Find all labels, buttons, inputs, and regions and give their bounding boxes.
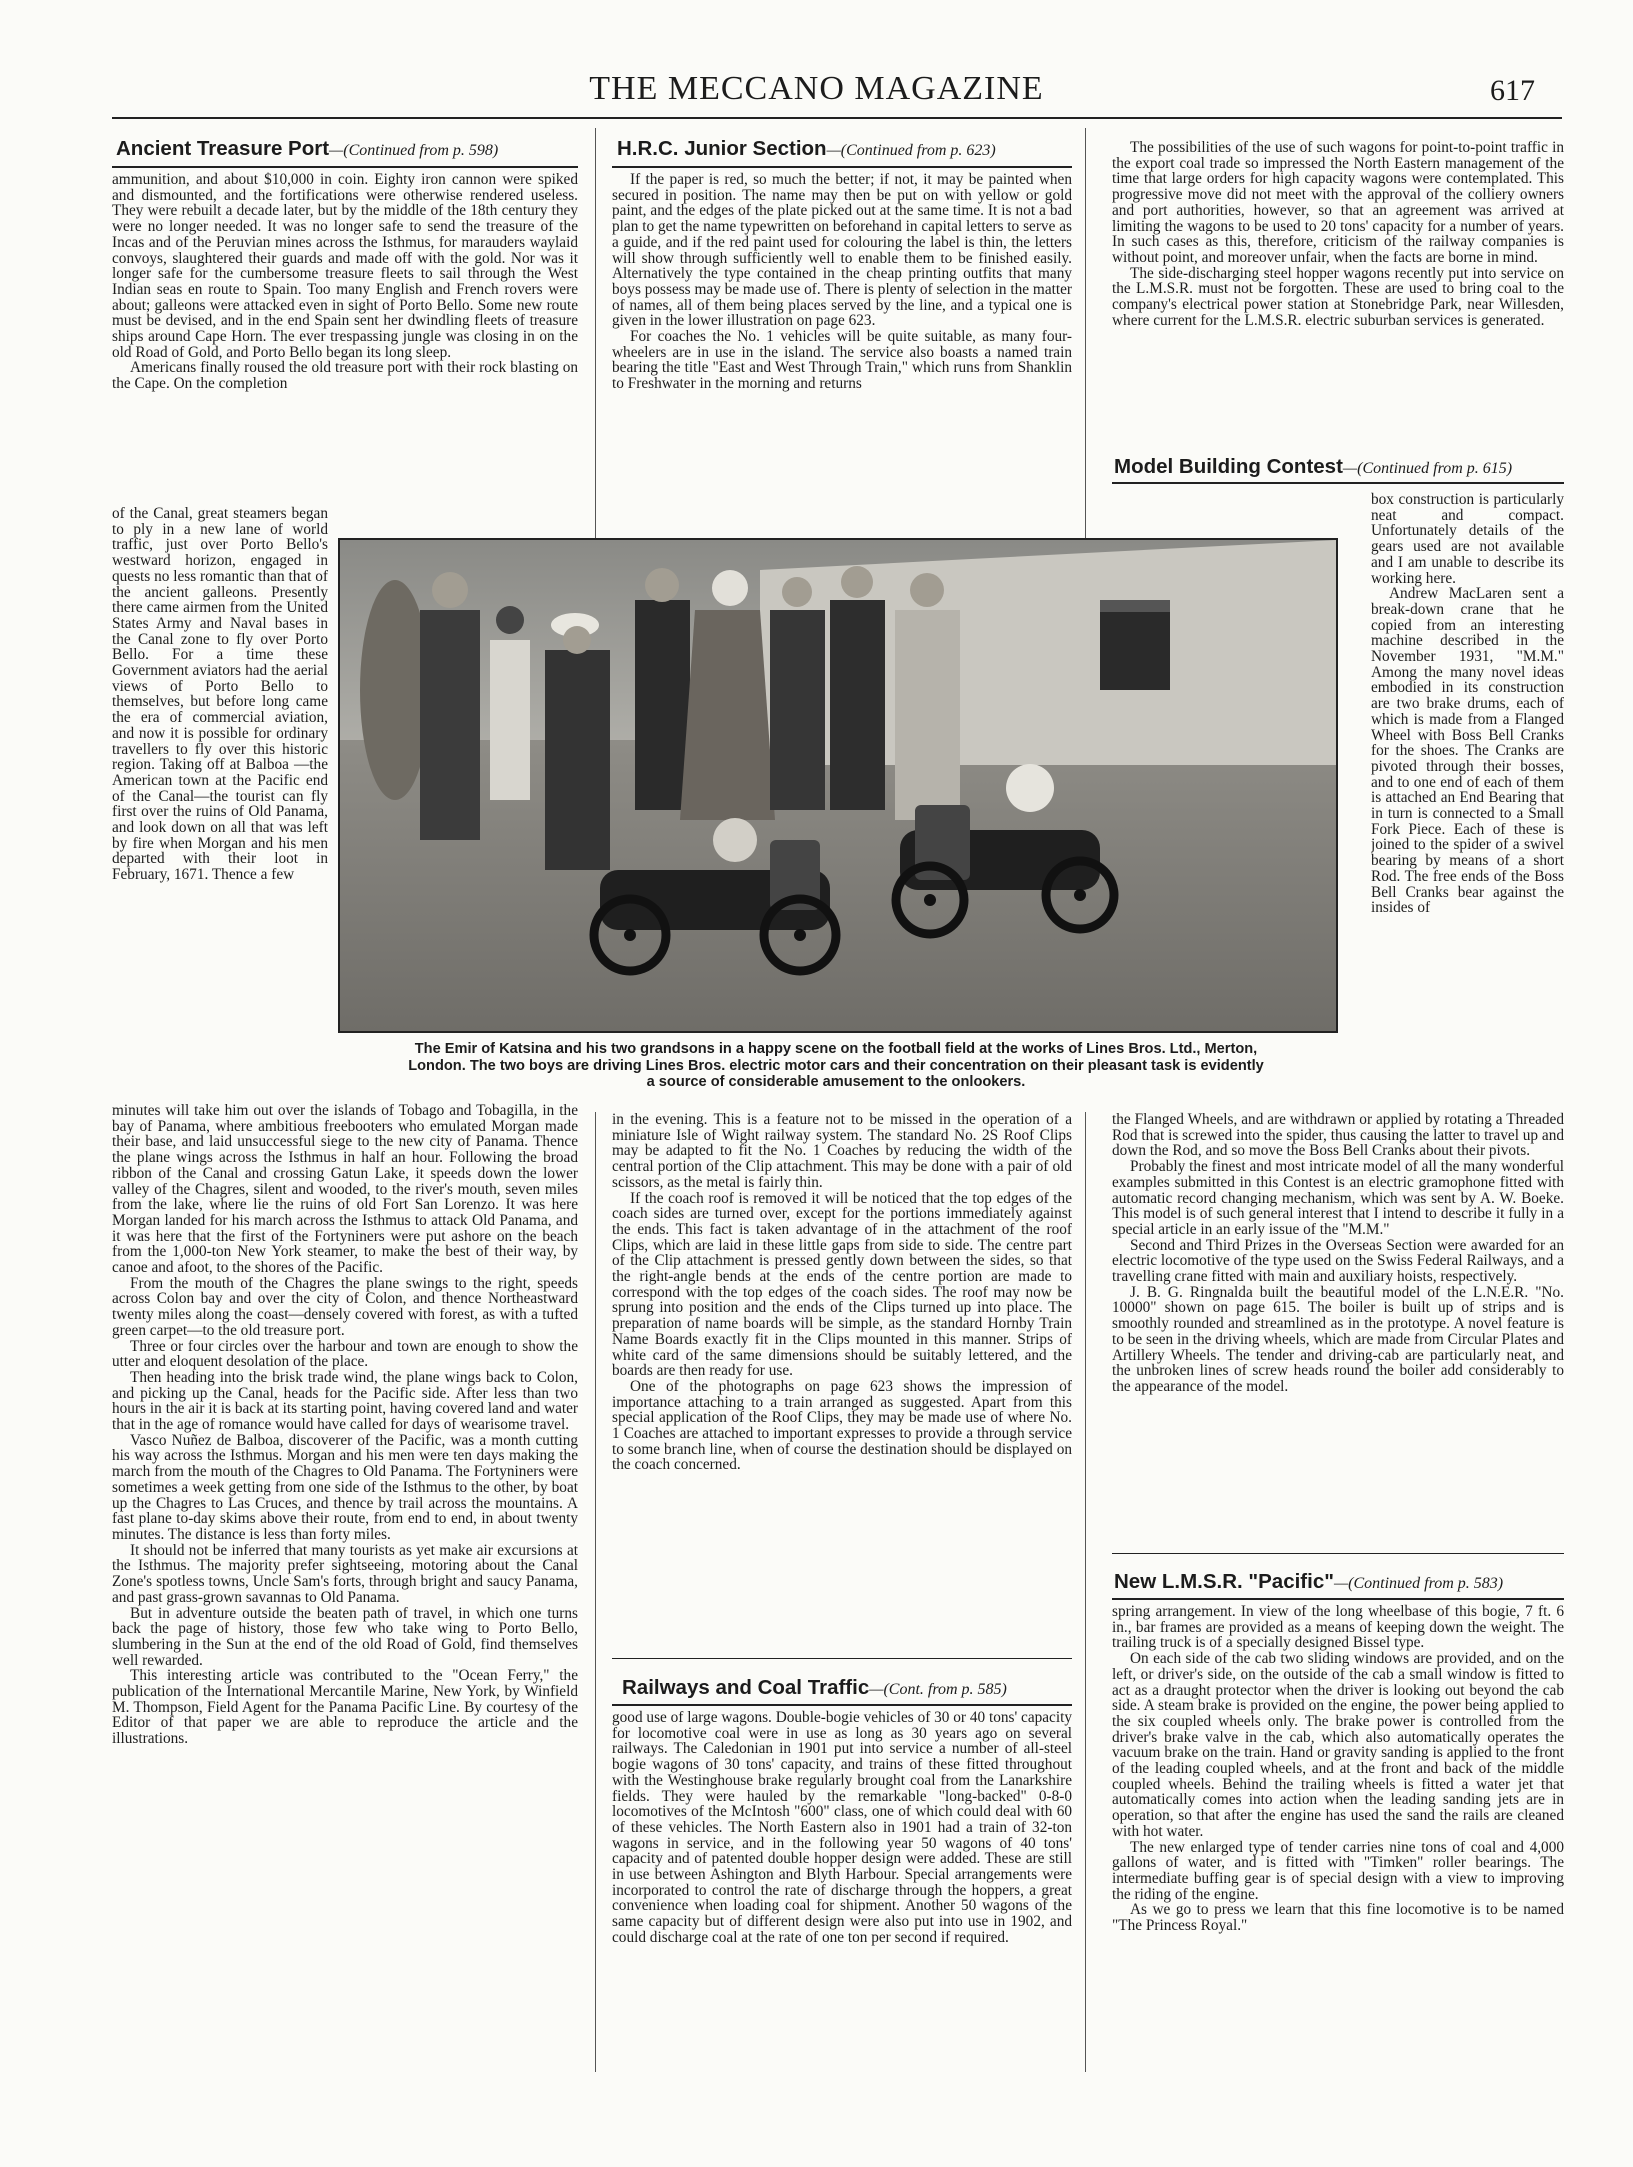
photo-illustration xyxy=(340,540,1336,1031)
column-divider xyxy=(1085,128,1086,538)
header-rule xyxy=(112,117,1562,119)
article-text: ammunition, and about $10,000 in coin. Eighty iron cannon were spiked and dismounted, and the fortifications were otherwise rendered useless. They were rebuilt a decade later, but by the middle of the 18th century they were no longer needed. It was no longer safe to send the treasure of the Incas and of the Peruvian mines across the Isthmus, for marauders waylaid convoys, slaughtered their guards and made off with the gold. Nor was it longer safe for the cumbersome treasure fleets to sail through the West Indian seas en route to Spain. Too many English and French rovers were about; galleons were attacked even in sight of Porto Bello. Some new route must be devised, and in the end Spain sent her dwindling fleets of treasure ships around Cape Horn. The ever trespassing jungle was closing in on the old Road of Gold, and Porto Bello began its long sleep. Americans finally roused the old treasure port with their rock blasting on the Cape. On the completion xyxy=(112,172,578,393)
column-divider xyxy=(1085,1112,1086,2072)
article-text: spring arrangement. In view of the long wheelbase of this bogie, 7 ft. 6 in., bar frames are provided as a means of keeping down the weight. The trailing truck is of a specially designed Bissel type. On each side of the cab two sliding windows are provided, and on the left, or driver's side, on the outside of the cab a small window is fitted to act as a draught protector when the driver is looking out beyond the cab side. A steam brake is provided on the engine, the power being applied to the six coupled wheels only. The brake power is controlled from the driver's brake valve in the cab, which also automatically operates the vacuum brake on the train. Hand or gravity sanding is applied to the front of the leading coupled wheels, and at the front and back of the middle coupled wheels. Behind the trailing wheels is fitted a water jet that automatically comes into action when the leading sanding jets are in operation, so that after the engine has used the sand the rails are cleaned with hot water. The new enlarged type of tender carries nine tons of coal and 4,000 gallons of water, and is fitted with "Timken" roller bearings. The intermediate buffing gear is of special design with a view to improving the riding of the engine. As we go to press we learn that this fine locomotive is to be named "The Princess Royal." xyxy=(1112,1604,1564,1935)
photo-caption: The Emir of Katsina and his two grandsons in a happy scene on the football field at the works of Lines Bros. Ltd., Merton, London. The two boys are driving Lines Bros. electric motor cars and their concentration on their pleasant task is evidently a source of considerable amusement to the onlookers. xyxy=(408,1041,1264,1090)
article-text: in the evening. This is a feature not to be missed in the operation of a miniature Isle of Wight railway system. The standard No. 2S Roof Clips may be adapted to fit the No. 1 Coaches by reducing the width of the central portion of the Clip attachment. This may be done with a pair of old scissors, as the metal is fairly thin. If the coach roof is removed it will be noticed that the top edges of the coach sides are turned over, except for the portions immediately against the ends. This fact is taken advantage of in the attachment of the roof Clips, which are laid in these little gaps from side to side. The centre part of the Clip attachment is pressed gently down between the sides, so that the right-angle bends at the ends of the centre portion are made to correspond with the top edges of the coach sides. The roof may now be sprung into position and the ends of the Clips turned up into place. The preparation of name boards will be simple, as the standard Hornby Train Name Boards exactly fit in the Clips mounted in this manner. Strips of white card of the same dimensions should be suitably lettered, and the boards are then ready for use. One of the photographs on page 623 shows the impression of importance attaching to a train arranged as suggested. Apart from this special application of the Roof Clips, they may be made use of where No. 1 Coaches are attached to important expresses to provide a through service to some branch line, when of course the destination should be displayed on the coach concerned. xyxy=(612,1112,1072,1474)
column-divider xyxy=(595,1112,596,2072)
article-heading-model-building-contest: Model Building Contest—(Continued from p. 615) xyxy=(1114,455,1513,478)
heading-rule xyxy=(612,166,1072,168)
section-rule xyxy=(1112,1553,1564,1554)
article-text: good use of large wagons. Double-bogie vehicles of 30 or 40 tons' capacity for locomotive coal were in use as long as 30 years ago on several railways. The Caledonian in 1901 put into service a number of all-steel bogie wagons of 30 tons' capacity, and trains of these fitted throughout with the Westinghouse brake regularly brought coal from the Lanarkshire fields. They were hauled by the remarkable "long-backed" 0-8-0 locomotives of the McIntosh "600" class, one of which could deal with 60 of these vehicles. The North Eastern also in 1901 had a train of 32-ton wagons in service, and in the following year 50 wagons of 40 tons' capacity and of patented double hopper design were added. These are still in use between Ashington and Blyth Harbour. Special arrangements were incorporated to control the rate of discharge through the hoppers, a great convenience when loading coal for shipment. Another 50 wagons of the same capacity but of different design were also put into use in 1902, and could discharge coal at the rate of one ton per second if required. xyxy=(612,1710,1072,1946)
magazine-title: THE MECCANO MAGAZINE xyxy=(589,70,1044,107)
photograph-emir-of-katsina xyxy=(338,538,1338,1033)
heading-rule xyxy=(612,1704,1072,1706)
heading-rule xyxy=(112,166,578,168)
heading-rule xyxy=(1112,482,1564,484)
column-divider xyxy=(595,128,596,538)
article-text-narrow: box construction is particularly neat and compact. Unfortunately details of the gears used are not available and I am unable to describe its working here. Andrew MacLaren sent a break-down crane that he copied from an interesting machine described in the November 1931, "M.M." Among the many novel ideas embodied in its construction are two brake drums, each of which is made from a Flanged Wheel with Boss Bell Cranks for the shoes. The Cranks are pivoted through their bosses, and to one end of each of them is attached an End Bearing that in turn is connected to a Small Fork Piece. Each of these is joined to the spider of a swivel bearing by means of a short Rod. The free ends of the Boss Bell Cranks bear against the insides of xyxy=(1371,492,1564,917)
article-text: the Flanged Wheels, and are withdrawn or applied by rotating a Threaded Rod that is screwed into the spider, thus causing the latter to travel up and down the Rod, and so move the Boss Bell Cranks about their pivots. Probably the finest and most intricate model of all the many wonderful examples submitted in this Contest is an electric gramophone fitted with automatic record changing mechanism, which was sent by A. W. Boeke. This model is of such general interest that I intend to describe it fully in a special article in an early issue of the "M.M." Second and Third Prizes in the Overseas Section were awarded for an electric locomotive of the type used on the Swiss Federal Railways, and a travelling crane fitted with main and auxiliary hoists, respectively. J. B. G. Ringnalda built the beautiful model of the L.N.E.R. "No. 10000" shown on page 615. The boiler is built up of strips and is smoothly rounded and streamlined as in the prototype. A novel feature is to be seen in the driving wheels, which are made from Circular Plates and Artillery Wheels. The tender and driving-cab are particularly neat, and the unbroken lines of screw heads round the boiler add considerably to the appearance of the model. xyxy=(1112,1112,1564,1395)
article-heading-railways-coal-traffic: Railways and Coal Traffic—(Cont. from p. 585) xyxy=(622,1676,1007,1699)
article-heading-hrc-junior-section: H.R.C. Junior Section—(Continued from p. 623) xyxy=(617,137,996,160)
article-text-narrow: of the Canal, great steamers began to ply in a new lane of world traffic, just over Porto Bello's westward horizon, engaged in quests no less romantic than that of the ancient galleons. Presently there came airmen from the United States Army and Naval bases in the Canal zone to fly over Porto Bello. For a time these Government aviators had the aerial views of Porto Bello to themselves, but before long came the era of commercial aviation, and now it is possible for ordinary travellers to fly over this historic region. Taking off at Balboa —the American town at the Pacific end of the Canal—the tourist can fly first over the ruins of Old Panama, and look down on all that was left by fire when Morgan and his men departed with their loot in February, 1671. Thence a few xyxy=(112,506,328,884)
page-number: 617 xyxy=(1490,74,1535,107)
section-rule xyxy=(612,1658,1072,1659)
article-text: The possibilities of the use of such wagons for point-to-point traffic in the export coal trade so impressed the North Eastern management of the time that large orders for high capacity wagons were contemplated. This progressive move did not meet with the approval of the colliery owners and port authorities, however, so that an agreement was arrived at limiting the wagons to be used to 20 tons' capacity for a number of years. In such cases as this, therefore, criticism of the railway companies is without point, and moreover unfair, when the facts are borne in mind. The side-discharging steel hopper wagons recently put into service on the L.M.S.R. must not be forgotten. These are used to bring coal to the company's electrical power station at Stonebridge Park, near Willesden, where current for the L.M.S.R. electric suburban services is generated. xyxy=(1112,140,1564,329)
article-text: If the paper is red, so much the better; if not, it may be painted when secured in position. The name may then be put on with yellow or gold paint, and the edges of the plate picked out at the same time. It is not a bad plan to get the name typewritten on beforehand in capital letters to serve as a guide, and if the red paint used for colouring the label is thin, the letters will show through sufficiently well to enable them to be finished easily. Alternatively the type contained in the cheap printing outfits that many boys possess may be made use of. There is plenty of selection in the matter of names, all of them being places served by the line, and a typical one is given in the lower illustration on page 623. For coaches the No. 1 vehicles will be quite suitable, as many four-wheelers are in use in the island. The service also boasts a named train bearing the title "East and West Through Train," which runs from Shanklin to Freshwater in the morning and returns xyxy=(612,172,1072,393)
article-heading-lmsr-pacific: New L.M.S.R. "Pacific"—(Continued from p. 583) xyxy=(1114,1570,1504,1593)
article-heading-ancient-treasure-port: Ancient Treasure Port—(Continued from p. 598) xyxy=(116,137,499,160)
heading-rule xyxy=(1112,1598,1564,1600)
article-text: minutes will take him out over the islands of Tobago and Tobagilla, in the bay of Panama, where ambitious freebooters who emulated Morgan made their base, and laid unsuccessful siege to the new city of Panama. Thence the plane wings across the Isthmus in half an hour. Following the broad ribbon of the Canal and crossing Gatun Lake, it speeds down the lower valley of the Chagres, silent and wooded, to the river's mouth, seven miles from the lake, where lie the ruins of old Fort San Lorenzo. It was here Morgan landed for his march across the Isthmus to attack Old Panama, and it was here that the first of the Fortyniners were put ashore on the beach from the 1,000-ton New York steamer, to make the best of their way, by canoe and afoot, to the shores of the Pacific. From the mouth of the Chagres the plane swings to the right, speeds across Colon bay and over the city of Colon, and thence Northeastward twenty miles along the coast—densely covered with forest, as with a tufted green carpet—to the old treasure port. Three or four circles over the harbour and town are enough to show the utter and eloquent desolation of the place. Then heading into the brisk trade wind, the plane wings back to Colon, and picking up the Canal, heads for the Pacific side. After less than two hours in the air it is back at its starting point, having covered land and water that in the age of romance would have called for days of wearisome travel. Vasco Nuñez de Balboa, discoverer of the Pacific, was a month cutting his way across the Isthmus. Morgan and his men were ten days making the march from the mouth of the Chagres to Old Panama. The Fortyniners were sometimes a week getting from one side of the Isthmus to the other, by boat up the Chagres to Las Cruces, and thence by trail across the mountains. A fast plane to-day skims above their route, from end to end, in about twenty minutes. The distance is less than forty miles. It should not be inferred that many tourists as yet make air excursions at the Isthmus. The majority prefer sightseeing, motoring about the Canal Zone's spotless towns, Uncle Sam's forts, through bright and saucy Panama, and past grass-grown savannas to Old Panama. But in adventure outside the beaten path of travel, in which one turns back the page of history, those few who take wing to Porto Bello, slumbering in the Sun at the end of the old Road of Gold, find themselves well rewarded. This interesting article was contributed to the "Ocean Ferry," the publication of the International Mercantile Marine, New York, by Winfield M. Thompson, Field Agent for the Panama Pacific Line. By courtesy of the Editor of that paper we are able to reproduce the article and the illustrations. xyxy=(112,1103,578,1748)
